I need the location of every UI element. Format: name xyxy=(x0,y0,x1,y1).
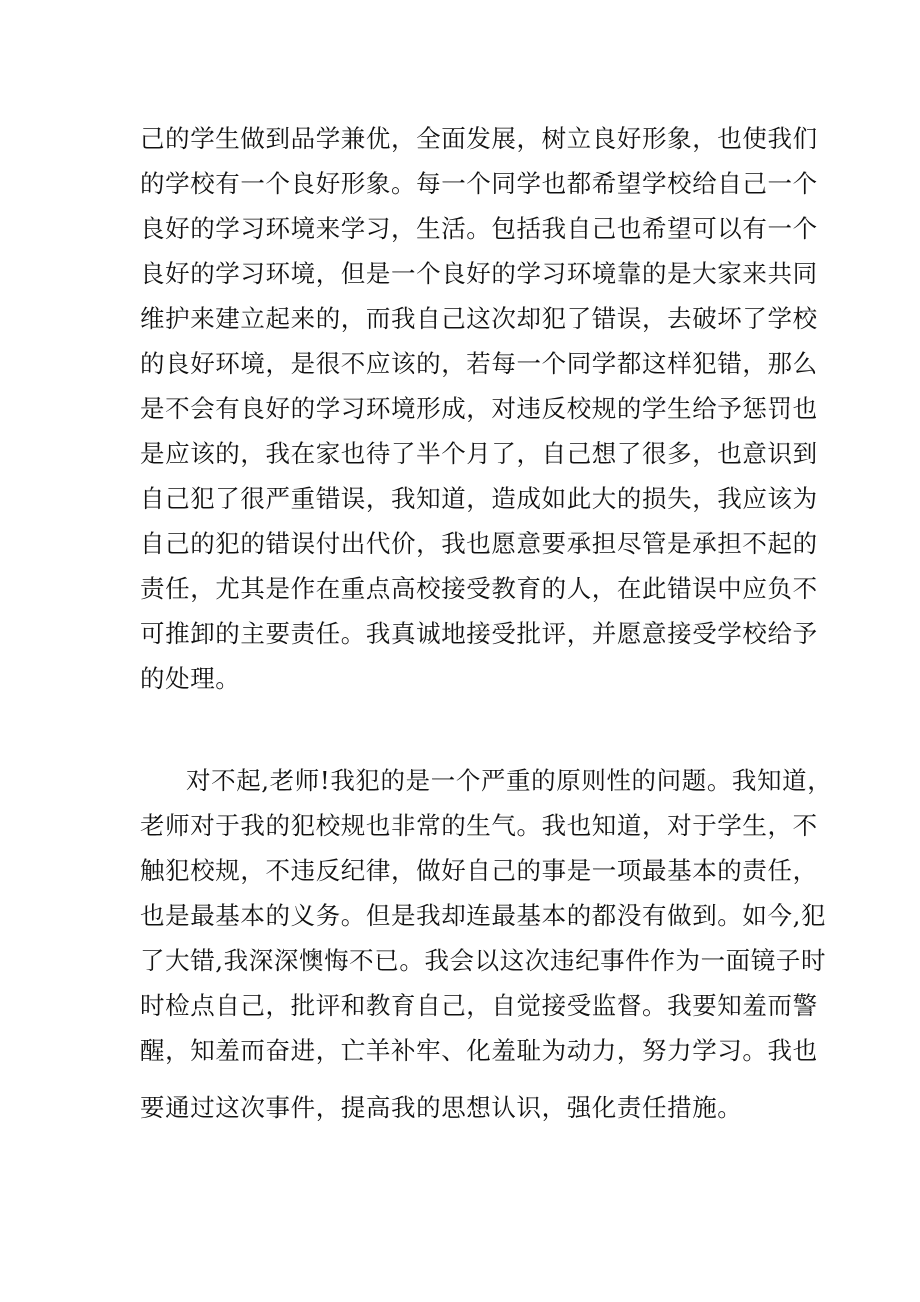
text-line: 良好的学习环境，但是一个良好的学习环境靠的是大家来共同 xyxy=(140,259,818,288)
text-line: 对不起,老师!我犯的是一个严重的原则性的问题。我知道， xyxy=(186,766,833,795)
text-line: 己的学生做到品学兼优，全面发展，树立良好形象，也使我们 xyxy=(140,124,818,153)
text-line: 的处理。 xyxy=(140,664,241,693)
text-line: 是应该的，我在家也待了半个月了，自己想了很多，也意识到 xyxy=(140,439,818,468)
text-line: 的良好环境，是很不应该的，若每一个同学都这样犯错，那么 xyxy=(140,349,818,378)
text-line: 也是最基本的义务。但是我却连最基本的都没有做到。如今,犯 xyxy=(140,901,827,930)
text-line: 责任，尤其是作在重点高校接受教育的人，在此错误中应负不 xyxy=(140,574,818,603)
text-line: 触犯校规，不违反纪律，做好自己的事是一项最基本的责任， xyxy=(140,856,818,885)
text-line: 是不会有良好的学习环境形成，对违反校规的学生给予惩罚也 xyxy=(140,394,818,423)
text-line: 老师对于我的犯校规也非常的生气。我也知道，对于学生，不 xyxy=(140,811,818,840)
text-line: 醒，知羞而奋进，亡羊补牢、化羞耻为动力，努力学习。我也 xyxy=(140,1036,818,1065)
text-line: 的学校有一个良好形象。每一个同学也都希望学校给自己一个 xyxy=(140,169,818,198)
text-line: 自己犯了很严重错误，我知道，造成如此大的损失，我应该为 xyxy=(140,484,818,513)
text-line: 可推卸的主要责任。我真诚地接受批评，并愿意接受学校给予 xyxy=(140,619,818,648)
text-line: 时检点自己，批评和教育自己，自觉接受监督。我要知羞而警 xyxy=(140,991,818,1020)
text-line: 要通过这次事件，提高我的思想认识，强化责任措施。 xyxy=(140,1093,743,1122)
text-line: 了大错,我深深懊悔不已。我会以这次违纪事件作为一面镜子时 xyxy=(140,946,827,975)
text-line: 自己的犯的错误付出代价，我也愿意要承担尽管是承担不起的 xyxy=(140,529,818,558)
text-line: 维护来建立起来的，而我自己这次却犯了错误，去破坏了学校 xyxy=(140,304,818,333)
text-line: 良好的学习环境来学习，生活。包括我自己也希望可以有一个 xyxy=(140,214,818,243)
